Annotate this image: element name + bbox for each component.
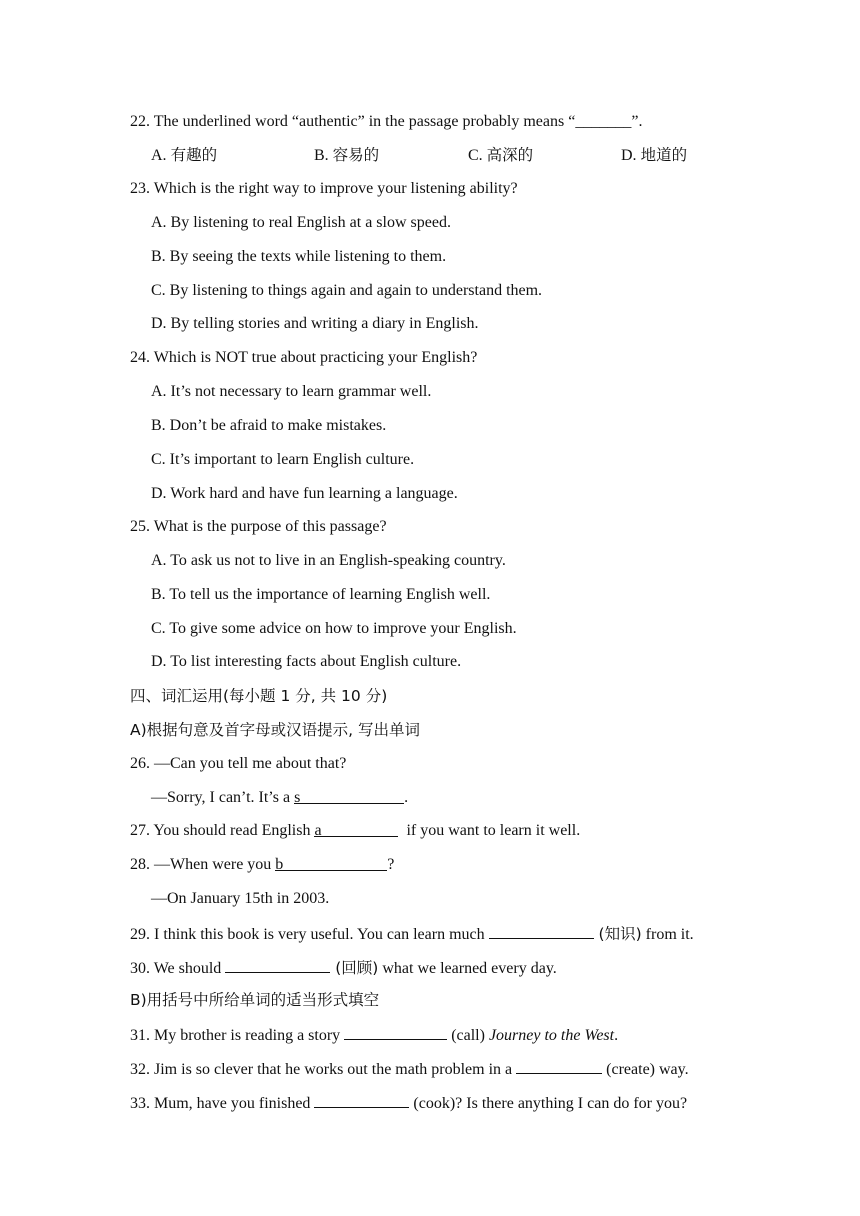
hint: (回顾) [330,959,379,977]
text: 30. We should [130,960,226,977]
question-22-option-a [151,145,217,166]
question-23-option-b: B. By seeing the texts while listening to them. [151,248,447,265]
option-letter: D. [621,147,637,164]
initial-letter: b [275,856,284,873]
question-30 [130,957,557,979]
question-22-stem: 22. The underlined word “authentic” in the passage probably means “_______”. [130,113,643,130]
question-23-option-a: A. By listening to real English at a slow speed. [151,214,451,231]
question-25-option-d: D. To list interesting facts about English culture. [151,653,462,670]
question-23-option-c: C. By listening to things again and again to understand them. [151,282,543,299]
question-25-option-b: B. To tell us the importance of learning English well. [151,586,491,603]
answer-blank[interactable] [314,1092,409,1108]
text: 33. Mum, have you finished [130,1095,315,1112]
question-24-option-b: B. Don’t be afraid to make mistakes. [151,417,387,434]
option-text: 地道的 [640,146,688,164]
question-22-option-c [468,145,533,166]
question-22-option-d [621,145,687,166]
section-heading: 四、词汇运用(每小题 1 分, 共 10 分) [130,687,388,705]
question-24-stem: 24. Which is NOT true about practicing your English? [130,349,478,366]
question-32 [130,1058,689,1080]
option-letter: C. [468,147,483,164]
answer-blank[interactable] [225,957,330,973]
answer-blank[interactable] [516,1058,602,1074]
text: 32. Jim is so clever that he works out the math problem in a [130,1061,517,1078]
text: 28. —When were you [130,856,276,873]
hint: (cook)? Is there anything I can do for you? [409,1095,688,1112]
answer-blank[interactable] [275,855,387,871]
answer-blank[interactable] [294,788,404,804]
text: ? [387,856,395,873]
option-letter: A. [151,147,167,164]
question-29 [130,923,694,945]
answer-blank[interactable] [489,923,594,939]
text: . [614,1027,619,1044]
question-24-option-c: C. It’s important to learn English culture. [151,451,415,468]
text: 29. I think this book is very useful. You can learn much [130,926,489,943]
answer-blank[interactable] [314,821,398,837]
question-27 [130,821,580,841]
answer-blank[interactable] [344,1024,447,1040]
question-26-line-1: 26. —Can you tell me about that? [130,755,347,772]
part-a-instructions: A)根据句意及首字母或汉语提示, 写出单词 [130,721,421,739]
question-26-line-2 [151,788,408,808]
part-b-instructions: B)用括号中所给单词的适当形式填空 [130,991,380,1009]
question-22-option-b [314,145,379,166]
text: 27. You should read English [130,822,315,839]
text: if you want to learn it well. [398,822,581,839]
question-25-stem: 25. What is the purpose of this passage? [130,518,387,535]
text: what we learned every day. [378,960,557,977]
initial-letter: a [314,822,322,839]
text: —Sorry, I can’t. It’s a [151,789,295,806]
option-text: 有趣的 [170,146,218,164]
question-24-option-d: D. Work hard and have fun learning a language. [151,485,458,502]
text: from it. [641,926,694,943]
question-28 [130,855,394,875]
question-24-option-a: A. It’s not necessary to learn grammar well. [151,383,432,400]
hint: (知识) [593,925,642,943]
option-letter: B. [314,147,329,164]
question-23-stem: 23. Which is the right way to improve your listening ability? [130,180,518,197]
question-23-option-d: D. By telling stories and writing a diary in English. [151,315,479,332]
hint: (call) [447,1027,489,1044]
initial-letter: s [294,789,301,806]
text: 31. My brother is reading a story [130,1027,345,1044]
hint: (create) way. [602,1061,689,1078]
book-title: Journey to the West [488,1027,615,1044]
question-33 [130,1092,687,1114]
question-28-reply: —On January 15th in 2003. [151,890,330,907]
question-31 [130,1024,618,1046]
question-25-option-a: A. To ask us not to live in an English-speaking country. [151,552,506,569]
question-25-option-c: C. To give some advice on how to improve your English. [151,620,517,637]
option-text: 容易的 [332,146,380,164]
option-text: 高深的 [486,146,534,164]
text: . [404,789,409,806]
